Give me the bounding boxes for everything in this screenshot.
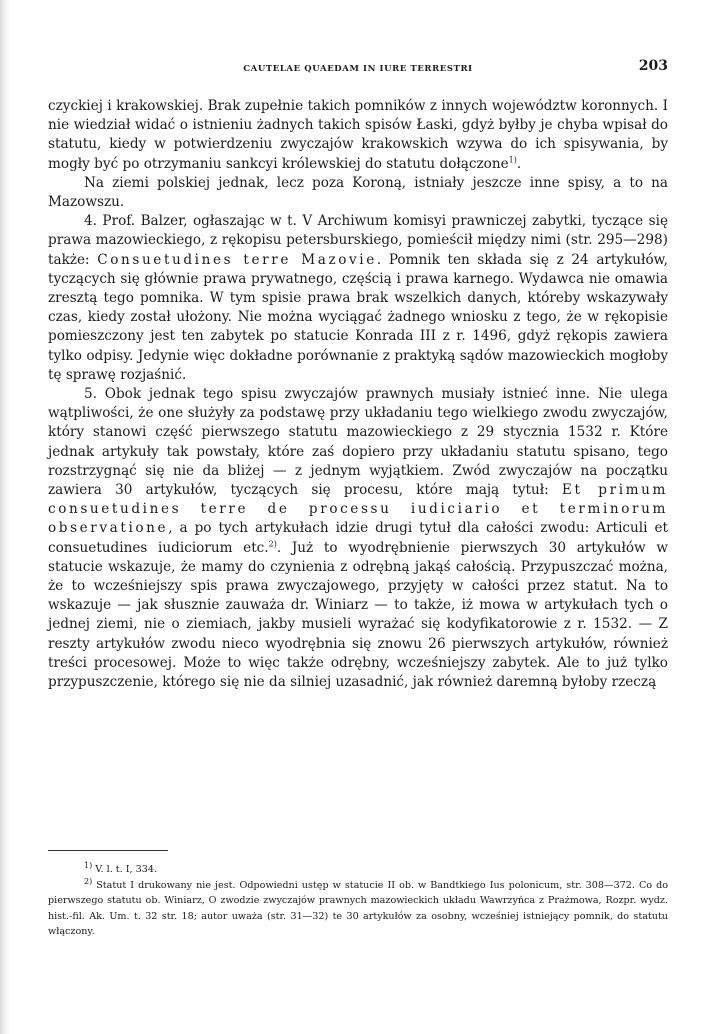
page-number: 203 (638, 58, 668, 74)
footnote-2-marker: 2) (84, 876, 93, 886)
paragraph-3 (48, 212, 668, 385)
footnote-rule (48, 850, 168, 851)
paragraph-3-text-b: . Pomnik ten składa się z 24 artykułów, tyczących się głównie prawa prywatnego, częścią i prawa karnego. Wydawca nie omawia zresztą tego pomnika. W tym spisie prawa brak wszelkich danych, któreby wskazywały czas, kiedy został ułożony. Nie można wyciągać żadnego wniosku z tego, że w rękopisie pomieszczony jest ten zabytek po statucie Konrada III z r. 1496, gdyż rękopis zawiera tylko odpisy. Jedynie więc dokładne porównanie z praktyką sądów mazowieckich mogłoby tę sprawę rozjaśnić. (48, 251, 668, 383)
footnote-2 (48, 878, 668, 940)
spaced-title-consuetudines: Consuetudines terre Mazovie (97, 251, 377, 268)
footnote-ref-1: 1) (508, 155, 517, 165)
footnote-1-text: V. l. t. I, 334. (95, 864, 158, 875)
footnote-1 (48, 862, 668, 878)
spaced-title-et-primum: Et primum consuetudines terre de processu iudiciario et terminorum observatione (48, 482, 668, 537)
paragraph-4-text-a: 5. Obok jednak tego spisu zwyczajów prawnych musiały istnieć inne. Nie ulega wątpliwości, że one służyły za podstawę przy układaniu tego wielkiego zwodu zwyczajów, który stanowi część pierwszego statutu mazowieckiego z 29 stycznia 1532 r. Które jednak artykuły tak powstały, które zaś dopiero przy układaniu statutu spisano, tego rozstrzygnąć się nie da bliżej — z jednym wyjątkiem. Zwód zwyczajów na początku zawiera 30 artykułów, tyczących się procesu, które mają tytuł: (48, 386, 668, 499)
running-head: CAUTELAE QUAEDAM IN IURE TERRESTRI (243, 64, 473, 74)
footnote-2-text: Statut I drukowany nie jest. Odpowiedni ustęp w statucie II ob. w Bandtkiego Ius polonicum, str. 308—372. Co do pierwszego statutu ob. Winiarz, O zwodzie zwyczajów prawnych mazowieckich układu Wawrzyńca z Prażmowa, Rozpr. wydz. hist.-fil. Ak. Um. t. 32 str. 18; autor uważa (str. 31—32) te 30 artykułów za osobny, wcześniej istniejący pomnik, do statutu włączony. (48, 879, 668, 937)
footnote-1-marker: 1) (84, 860, 93, 870)
page-edge-shadow (0, 0, 10, 1034)
paragraph-4 (48, 385, 668, 692)
paragraph-1-end: . (516, 155, 522, 172)
paragraph-1-text: czyckiej i krakowskiej. Brak zupełnie takich pomników z innych województw koronnych. I nie wiedział widać o istnieniu żadnych takich spisów Łaski, gdyż byłby je chyba wpisał do statutu, kiedy w potwierdzeniu zwyczajów krakowskich wzywa do ich spisywania, by mogły być po otrzymaniu sankcyi królewskiej do statutu dołączone (48, 98, 668, 172)
page-header (48, 58, 668, 80)
paragraph-1 (48, 97, 668, 174)
paragraph-3-text-a: 4. Prof. Balzer, ogłaszając w t. V Archiwum komisyi prawniczej zabytki, tyczące się prawa mazowieckiego, z rękopisu petersburskiego, pomieścił między nimi (str. 295—298) także: (48, 213, 668, 268)
paragraph-4-text-b: , a po tych artykułach idzie drugi tytuł dla całości zwodu: Articuli et consuetudines iudiciorum etc. (48, 520, 668, 556)
footnotes (48, 862, 668, 940)
paragraph-4-text-c: . Już to wyodrębnienie pierwszych 30 artykułów w statucie wskazuje, że mamy do czynienia z odrębną jakąś całością. Przypuszczać można, że to wcześniejszy spis prawa zwyczajowego, przyjęty w całości przez statut. Na to wskazuje — jak słusznie zauważa dr. Winiarz — to także, iż mowa w artykułach tych o jednej ziemi, nie o ziemiach, jakby musieli wyrażać się kodyfikatorowie z r. 1532. — Z reszty artykułów zwodu nieco wyodrębnia się znowu 26 pierwszych artykułów, również treści procesowej. Może to więc także odrębny, wcześniejszy zabytek. Ale to już tylko przypuszczenie, którego się nie da silniej uzasadnić, jak również daremną byłoby rzeczą (48, 539, 668, 691)
body-text (48, 97, 668, 692)
footnote-ref-2: 2) (268, 539, 277, 549)
paragraph-2: Na ziemi polskiej jednak, lecz poza Koroną, istniały jeszcze inne spisy, a to na Mazowszu. (48, 174, 668, 211)
